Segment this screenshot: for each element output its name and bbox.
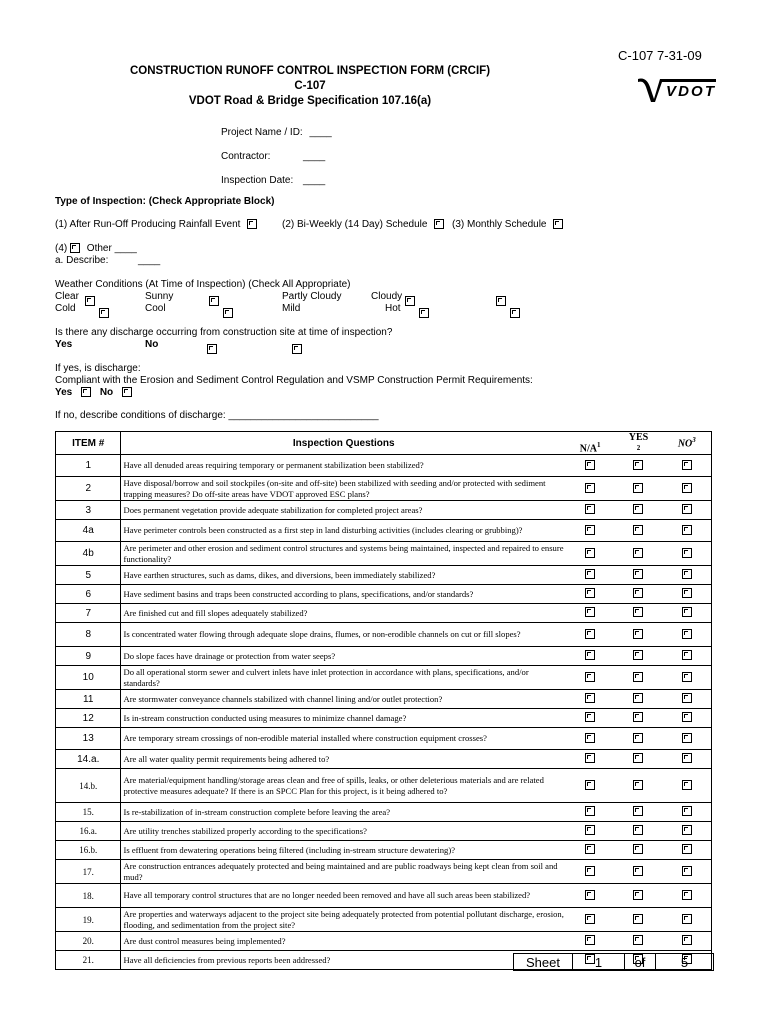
yes-checkbox[interactable] — [633, 914, 643, 924]
no-checkbox[interactable] — [682, 504, 692, 514]
weather-clear-label: Clear — [55, 291, 79, 302]
na-cell — [566, 860, 614, 884]
yes-cell — [614, 908, 662, 932]
question-text: Are all water quality permit requirements being adhered to? — [121, 750, 566, 769]
discharge-yes-checkbox[interactable] — [207, 344, 217, 354]
na-cell — [566, 709, 614, 728]
header-no — [663, 432, 712, 455]
question-text: Does permanent vegetation provide adequate stabilization for completed project areas? — [121, 501, 566, 520]
no-checkbox[interactable] — [682, 712, 692, 722]
table-row — [56, 647, 712, 666]
describe-blank[interactable]: ____ — [138, 255, 161, 266]
table-row — [56, 666, 712, 690]
table-row — [56, 750, 712, 769]
na-cell — [566, 666, 614, 690]
no-checkbox[interactable] — [682, 844, 692, 854]
na-checkbox[interactable] — [585, 483, 595, 493]
yes-checkbox[interactable] — [633, 780, 643, 790]
yes-cell — [614, 750, 662, 769]
no-cell — [663, 477, 712, 501]
question-text: Have disposal/borrow and soil stockpiles (on-site and off-site) been stabilized with seeding and/or protected with sediment trapping measures? Do off-site areas have VDOT approved ESC plans? — [121, 477, 566, 501]
question-text: Are utility trenches stabilized properly according to the specifications? — [121, 822, 566, 841]
yes-cell — [614, 623, 662, 647]
na-cell — [566, 604, 614, 623]
header-item: ITEM # — [56, 432, 121, 455]
yes-checkbox[interactable] — [633, 753, 643, 763]
table-row — [56, 566, 712, 585]
sheet-number[interactable]: 1 — [573, 954, 625, 970]
table-row — [56, 769, 712, 803]
if-no-row — [55, 410, 379, 421]
question-text: Is concentrated water flowing through adequate slope drains, flumes, or non-erodible channels on cut or fill slopes? — [121, 623, 566, 647]
header-na-sup: 1 — [597, 440, 601, 449]
yes-checkbox[interactable] — [633, 825, 643, 835]
opt2-label: (2) Bi-Weekly (14 Day) Schedule — [282, 219, 428, 230]
no-cell — [663, 932, 712, 951]
opt4-label: Other — [86, 243, 112, 254]
header-yes-sup: 2 — [636, 444, 641, 452]
date-label: Inspection Date: — [221, 175, 294, 186]
item-number: 18. — [56, 884, 121, 908]
describe-label: a. Describe: — [55, 255, 109, 266]
yes-checkbox[interactable] — [633, 650, 643, 660]
table-row — [56, 841, 712, 860]
na-cell — [566, 908, 614, 932]
if-yes-label: If yes, is discharge: — [55, 363, 141, 374]
na-cell — [566, 647, 614, 666]
no-cell — [663, 709, 712, 728]
vdot-logo — [636, 73, 716, 103]
opt4-blank[interactable]: ____ — [114, 243, 137, 254]
opt1-checkbox[interactable] — [247, 219, 257, 229]
contractor-label: Contractor: — [221, 151, 271, 162]
table-row — [56, 542, 712, 566]
na-checkbox[interactable] — [585, 672, 595, 682]
yes-cell — [614, 709, 662, 728]
na-cell — [566, 477, 614, 501]
item-number: 4b — [56, 542, 121, 566]
header-questions — [121, 432, 566, 455]
weather-sunny-checkbox[interactable] — [209, 296, 219, 306]
table-row — [56, 728, 712, 750]
title-line-3: VDOT Road & Bridge Specification 107.16(a) — [188, 95, 432, 107]
question-text: Is in-stream construction conducted using measures to minimize channel damage? — [121, 709, 566, 728]
no-checkbox[interactable] — [682, 693, 692, 703]
opt1-label: (1) After Run-Off Producing Rainfall Event — [55, 219, 241, 230]
yes-cell — [614, 803, 662, 822]
question-text: Have all denuded areas requiring temporary or permanent stabilization been stabilized? — [121, 455, 566, 477]
yes-checkbox[interactable] — [633, 844, 643, 854]
yes-checkbox[interactable] — [633, 525, 643, 535]
opt4-prefix: (4) — [55, 243, 68, 254]
yes-cell — [614, 585, 662, 604]
no-checkbox[interactable] — [682, 650, 692, 660]
inspection-type-heading: Type of Inspection: (Check Appropriate Block) — [55, 196, 275, 207]
no-cell — [663, 750, 712, 769]
question-text: Is effluent from dewatering operations being filtered (including in-stream structure dewatering)? — [121, 841, 566, 860]
no-cell — [663, 623, 712, 647]
no-checkbox[interactable] — [682, 825, 692, 835]
no-checkbox[interactable] — [682, 629, 692, 639]
yes-checkbox[interactable] — [633, 712, 643, 722]
question-text: Do all operational storm sewer and culvert inlets have inlet protection in accordance with plans, specifications, and/or standards? — [121, 666, 566, 690]
question-text: Are construction entrances adequately protected and being maintained and are public roadways being kept clean from soil and mud? — [121, 860, 566, 884]
no-checkbox[interactable] — [682, 672, 692, 682]
yes-cell — [614, 501, 662, 520]
yes-cell — [614, 769, 662, 803]
no-checkbox[interactable] — [682, 569, 692, 579]
opt3-checkbox[interactable] — [553, 219, 563, 229]
question-text: Have earthen structures, such as dams, dikes, and diversions, been immediately stabilized? — [121, 566, 566, 585]
discharge-no-label: No — [145, 339, 159, 350]
no-checkbox[interactable] — [682, 548, 692, 558]
compliant-yes-label: Yes — [55, 387, 73, 398]
discharge-yes-label: Yes — [55, 339, 73, 350]
na-checkbox[interactable] — [585, 712, 595, 722]
na-cell — [566, 566, 614, 585]
if-no-blank[interactable]: ___________________________ — [228, 410, 379, 421]
weather-hot-checkbox[interactable] — [510, 308, 520, 318]
item-number: 3 — [56, 501, 121, 520]
item-number: 16.b. — [56, 841, 121, 860]
item-number: 4a — [56, 520, 121, 542]
compliant-no-label: No — [99, 387, 114, 398]
yes-cell — [614, 604, 662, 623]
no-checkbox[interactable] — [682, 935, 692, 945]
discharge-no-checkbox[interactable] — [292, 344, 302, 354]
opt3-label: (3) Monthly Schedule — [452, 219, 547, 230]
weather-hot-label: Hot — [385, 303, 401, 314]
yes-cell — [614, 841, 662, 860]
item-number: 12 — [56, 709, 121, 728]
question-text: Are stormwater conveyance channels stabilized with channel lining and/or outlet protection? — [121, 690, 566, 709]
no-cell — [663, 769, 712, 803]
sheet-total[interactable]: 5 — [680, 954, 689, 970]
no-checkbox[interactable] — [682, 780, 692, 790]
no-cell — [663, 585, 712, 604]
opt4-row — [55, 243, 137, 254]
no-cell — [663, 908, 712, 932]
no-checkbox[interactable] — [682, 588, 692, 598]
no-cell — [663, 822, 712, 841]
na-checkbox[interactable] — [585, 733, 595, 743]
question-text: Have perimeter controls been constructed as a first step in land disturbing activities (includes clearing or grubbing)? — [121, 520, 566, 542]
yes-checkbox[interactable] — [633, 569, 643, 579]
yes-cell — [614, 647, 662, 666]
title-line-1: CONSTRUCTION RUNOFF CONTROL INSPECTION FORM (CRCIF) — [129, 65, 491, 77]
na-cell — [566, 822, 614, 841]
item-number: 15. — [56, 803, 121, 822]
contractor-field — [221, 151, 270, 162]
yes-checkbox[interactable] — [633, 733, 643, 743]
na-cell — [566, 750, 614, 769]
item-number: 5 — [56, 566, 121, 585]
yes-cell — [614, 666, 662, 690]
table-row — [56, 908, 712, 932]
weather-cool-label: Cool — [145, 303, 166, 314]
header-no-label: NO — [677, 438, 693, 450]
table-row — [56, 822, 712, 841]
na-checkbox[interactable] — [585, 460, 595, 470]
sheet-label: Sheet — [514, 954, 573, 970]
item-number: 7 — [56, 604, 121, 623]
question-text: Are dust control measures being implemented? — [121, 932, 566, 951]
yes-checkbox[interactable] — [633, 629, 643, 639]
question-text: Are temporary stream crossings of non-erodible material installed where construction equipment crosses? — [121, 728, 566, 750]
no-cell — [663, 860, 712, 884]
no-cell — [663, 690, 712, 709]
yes-checkbox[interactable] — [633, 504, 643, 514]
discharge-question: Is there any discharge occurring from construction site at time of inspection? — [55, 327, 393, 338]
no-checkbox[interactable] — [682, 460, 692, 470]
table-row — [56, 884, 712, 908]
opt3-row — [452, 219, 563, 230]
weather-mild-label: Mild — [282, 303, 301, 314]
no-cell — [663, 841, 712, 860]
table-row — [56, 932, 712, 951]
no-cell — [663, 666, 712, 690]
na-checkbox[interactable] — [585, 650, 595, 660]
opt1-row — [55, 219, 257, 230]
no-checkbox[interactable] — [682, 806, 692, 816]
weather-clear-checkbox[interactable] — [85, 296, 95, 306]
na-cell — [566, 803, 614, 822]
no-checkbox[interactable] — [682, 525, 692, 535]
weather-cool-checkbox[interactable] — [223, 308, 233, 318]
na-checkbox[interactable] — [585, 914, 595, 924]
yes-cell — [614, 690, 662, 709]
question-text: Is re-stabilization of in-stream construction complete before leaving the area? — [121, 803, 566, 822]
no-cell — [663, 647, 712, 666]
table-row — [56, 709, 712, 728]
yes-checkbox[interactable] — [633, 607, 643, 617]
item-number: 17. — [56, 860, 121, 884]
no-checkbox[interactable] — [682, 890, 692, 900]
na-cell — [566, 690, 614, 709]
na-checkbox[interactable] — [585, 806, 595, 816]
weather-partly-cloudy-label: Partly Cloudy — [282, 291, 342, 302]
yes-checkbox[interactable] — [633, 806, 643, 816]
logo-text: VDOT — [666, 83, 714, 100]
item-number: 8 — [56, 623, 121, 647]
question-text: Are properties and waterways adjacent to the project site being adequately protected from potential pollutant discharge, erosion, flooding, and sedimentation from the project site? — [121, 908, 566, 932]
na-checkbox[interactable] — [585, 753, 595, 763]
no-cell — [663, 566, 712, 585]
header-yes-label: YES — [628, 432, 649, 443]
question-text: Have all temporary control structures that are no longer needed been removed and have all such areas been stabilized? — [121, 884, 566, 908]
item-number: 6 — [56, 585, 121, 604]
yes-cell — [614, 728, 662, 750]
na-checkbox[interactable] — [585, 525, 595, 535]
na-checkbox[interactable] — [585, 825, 595, 835]
no-cell — [663, 455, 712, 477]
weather-cold-label: Cold — [55, 303, 76, 314]
item-number: 21. — [56, 951, 121, 970]
na-checkbox[interactable] — [585, 607, 595, 617]
yes-cell — [614, 822, 662, 841]
yes-checkbox[interactable] — [633, 866, 643, 876]
sheet-footer — [513, 953, 714, 971]
no-checkbox[interactable] — [682, 607, 692, 617]
na-cell — [566, 769, 614, 803]
yes-cell — [614, 542, 662, 566]
na-cell — [566, 841, 614, 860]
no-checkbox[interactable] — [682, 753, 692, 763]
no-checkbox[interactable] — [682, 914, 692, 924]
yes-cell — [614, 884, 662, 908]
header-questions-label: Inspection Questions — [292, 437, 395, 449]
yes-cell — [614, 477, 662, 501]
date-input[interactable]: ____ — [303, 175, 326, 186]
no-cell — [663, 501, 712, 520]
na-cell — [566, 520, 614, 542]
yes-checkbox[interactable] — [633, 672, 643, 682]
item-number: 19. — [56, 908, 121, 932]
table-row — [56, 585, 712, 604]
yes-checkbox[interactable] — [633, 460, 643, 470]
item-number: 9 — [56, 647, 121, 666]
table-row — [56, 803, 712, 822]
weather-mild-checkbox[interactable] — [419, 308, 429, 318]
yes-checkbox[interactable] — [633, 588, 643, 598]
no-cell — [663, 520, 712, 542]
na-cell — [566, 542, 614, 566]
compliant-no-checkbox[interactable] — [122, 387, 132, 397]
header-no-sup: 3 — [692, 436, 696, 445]
na-cell — [566, 884, 614, 908]
na-cell — [566, 455, 614, 477]
na-cell — [566, 623, 614, 647]
no-checkbox[interactable] — [682, 733, 692, 743]
yes-checkbox[interactable] — [633, 483, 643, 493]
opt2-row — [282, 219, 444, 230]
opt2-checkbox[interactable] — [434, 219, 444, 229]
na-checkbox[interactable] — [585, 935, 595, 945]
inspection-table — [55, 431, 712, 970]
na-checkbox[interactable] — [585, 780, 595, 790]
form-code: C-107 7-31-09 — [618, 48, 702, 63]
header-yes — [614, 432, 662, 455]
weather-cloudy-label: Cloudy — [371, 291, 403, 302]
question-text: Are material/equipment handling/storage areas clean and free of spills, leaks, or other deleterious materials and are related protective measures adequate? If there is an SPCC Plan for this project, is it being adhered to? — [121, 769, 566, 803]
na-cell — [566, 501, 614, 520]
no-cell — [663, 542, 712, 566]
table-row — [56, 623, 712, 647]
na-checkbox[interactable] — [585, 629, 595, 639]
yes-cell — [614, 520, 662, 542]
na-checkbox[interactable] — [585, 548, 595, 558]
title-line-2: C-107 — [294, 80, 326, 92]
no-cell — [663, 728, 712, 750]
na-cell — [566, 585, 614, 604]
header-na — [566, 432, 614, 455]
na-checkbox[interactable] — [585, 569, 595, 579]
weather-partly-cloudy-checkbox[interactable] — [405, 296, 415, 306]
question-text: Have sediment basins and traps been constructed according to plans, specifications, and/or standards? — [121, 585, 566, 604]
item-number: 1 — [56, 455, 121, 477]
no-cell — [663, 884, 712, 908]
table-row — [56, 477, 712, 501]
form-title — [0, 64, 620, 109]
yes-cell — [614, 932, 662, 951]
if-no-label: If no, describe conditions of discharge: — [55, 410, 226, 421]
item-number: 14.b. — [56, 769, 121, 803]
table-row — [56, 520, 712, 542]
yes-checkbox[interactable] — [633, 890, 643, 900]
na-checkbox[interactable] — [585, 693, 595, 703]
of-label: of — [625, 954, 656, 970]
contractor-input[interactable]: ____ — [303, 151, 326, 162]
no-cell — [663, 604, 712, 623]
compliant-yes-checkbox[interactable] — [81, 387, 91, 397]
yes-checkbox[interactable] — [633, 935, 643, 945]
weather-sunny-label: Sunny — [145, 291, 174, 302]
no-checkbox[interactable] — [682, 866, 692, 876]
na-checkbox[interactable] — [585, 504, 595, 514]
project-label: Project Name / ID: — [221, 127, 303, 138]
item-number: 20. — [56, 932, 121, 951]
yes-checkbox[interactable] — [633, 693, 643, 703]
question-text: Are finished cut and fill slopes adequately stabilized? — [121, 604, 566, 623]
opt4-checkbox[interactable] — [70, 243, 80, 253]
yes-cell — [614, 860, 662, 884]
header-na-label: N/A — [579, 443, 598, 454]
yes-cell — [614, 566, 662, 585]
weather-cold-checkbox[interactable] — [99, 308, 109, 318]
no-checkbox[interactable] — [682, 483, 692, 493]
no-cell — [663, 803, 712, 822]
question-text: Do slope faces have drainage or protection from water seeps? — [121, 647, 566, 666]
na-checkbox[interactable] — [585, 588, 595, 598]
item-number: 14.a. — [56, 750, 121, 769]
yes-cell — [614, 455, 662, 477]
weather-heading: Weather Conditions (At Time of Inspection) (Check All Appropriate) — [55, 279, 351, 290]
yes-checkbox[interactable] — [633, 548, 643, 558]
na-checkbox[interactable] — [585, 890, 595, 900]
table-row — [56, 455, 712, 477]
question-text: Have all deficiencies from previous reports been addressed? — [121, 951, 566, 970]
table-row — [56, 860, 712, 884]
project-input[interactable]: ____ — [309, 127, 332, 138]
na-cell — [566, 728, 614, 750]
table-row — [56, 501, 712, 520]
compliant-label: Compliant with the Erosion and Sediment Control Regulation and VSMP Construction Permit Requirements: — [55, 375, 533, 386]
item-number: 16.a. — [56, 822, 121, 841]
item-number: 11 — [56, 690, 121, 709]
item-number: 10 — [56, 666, 121, 690]
compliant-yes-row — [55, 387, 132, 398]
table-header-row — [56, 432, 712, 455]
item-number: 13 — [56, 728, 121, 750]
na-cell — [566, 932, 614, 951]
na-checkbox[interactable] — [585, 844, 595, 854]
item-number: 2 — [56, 477, 121, 501]
question-text: Are perimeter and other erosion and sediment control structures and systems being maintained, inspected and repaired to ensure functionality? — [121, 542, 566, 566]
na-checkbox[interactable] — [585, 866, 595, 876]
table-row — [56, 604, 712, 623]
table-row — [56, 690, 712, 709]
project-field — [221, 127, 332, 138]
weather-cloudy-checkbox[interactable] — [496, 296, 506, 306]
